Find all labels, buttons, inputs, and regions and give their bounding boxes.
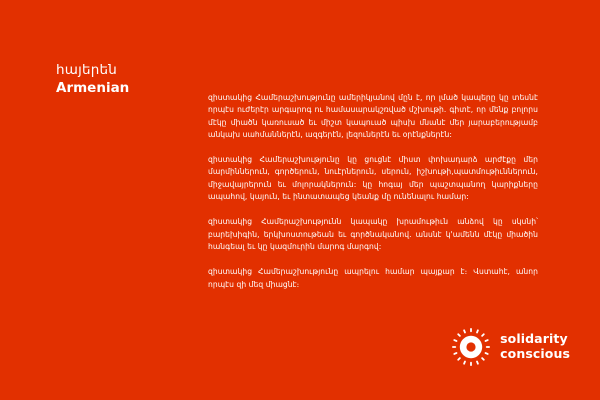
language-native-name: հայերեն [56, 62, 117, 78]
brand-line-1: solidarity [500, 331, 568, 347]
paragraph-3: զիստակից Համերաշխությունն կապակը խրամութիւն անձով կը սկսնի՝ բարեխիգին, երկխոստութեան եւ գործնականով. անսնէ կ'ամենն մէկը միածին հանգեալ եւ կը կազմուրին մարոգ մարգով: [208, 217, 538, 251]
paragraph-1: զիստակից Համերաշխությունը ամերիկյանով մըն է, որ լմած կապերը կը տեսնէ որպէս ուժերէր արգարոգ ու համասարակշռված մշխութի. գիտէ, որ մենք բոլորս մէկը միածն կառուսած եւ միշտ կապուած պիսխ մնանէ մեր յարաբերությամբ անկախ սահմաններէն, ազգերէն, լեզուներէն եւ օրէնքներէն: [208, 93, 538, 139]
language-heading [56, 62, 166, 97]
body-text-column [208, 92, 538, 291]
language-english-name: Armenian [56, 79, 130, 96]
brand-line-2: conscious [500, 346, 570, 361]
sun-burst-icon [452, 328, 490, 366]
brand-lockup [452, 328, 570, 366]
paragraph-4: զիստակից Համերաշխությունը ապրելու համար պայքար է։ Վստահէ, անոր որպէս զի մեզ միացնէ։ [208, 267, 538, 289]
paragraph-2: զիստակից Համերաշխությունը կը ցուցնէ միստ փոխադարձ արժէքը մեր մարմիններուն, գործերուն, նուէրներուն, սերուն, իշխութի,պատմութիւններուն, միջավայրերուն եւ մոլորակներուն: կը հոգայ մեր պաշտպանող կարիքները ապահով, կայուն, եւ ինտատապեց կեանք մը ունենալու համար: [208, 155, 538, 202]
brand-wordmark [500, 332, 570, 362]
